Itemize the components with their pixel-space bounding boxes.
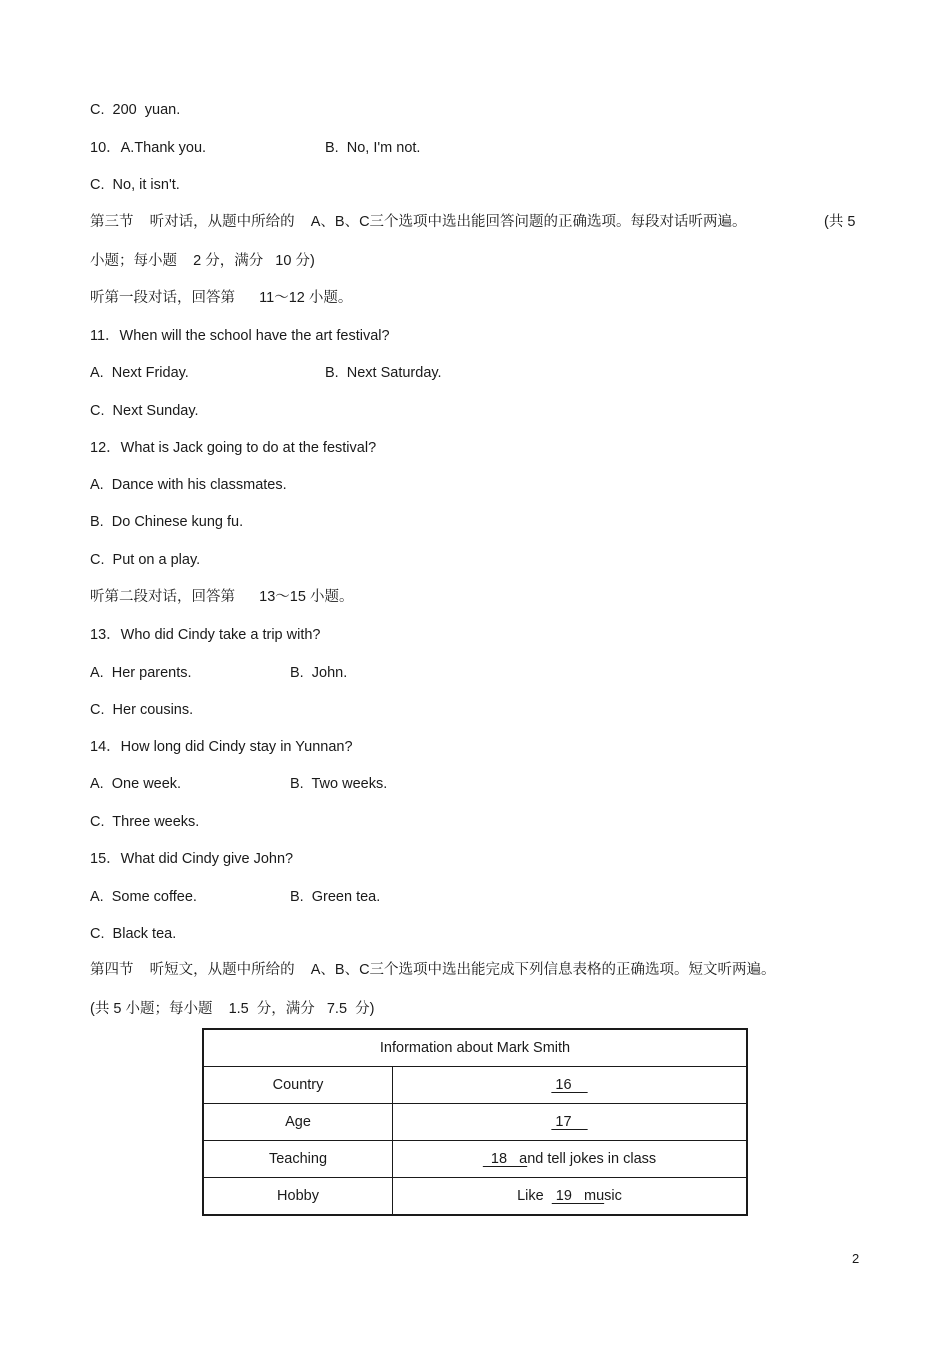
q14-option-c: C. Three weeks. (90, 814, 200, 830)
q14-text: 14．How long did Cindy stay in Yunnan? (90, 739, 353, 755)
value-suffix: sic (604, 1188, 622, 1204)
q10-option-c: C. No, it isn't. (90, 177, 180, 193)
q11-text: 11．When will the school have the art festival? (90, 328, 390, 344)
info-table-title: Information about Mark Smith (203, 1029, 747, 1067)
table-row (203, 1104, 747, 1141)
blank-19: 19 mu (551, 1188, 605, 1204)
section3-scoring: 小题；每小题 2 分，满分 10 分) (90, 253, 315, 269)
blank-17: 17 (551, 1114, 588, 1130)
row-value-age (393, 1104, 748, 1141)
row-label-teaching: Teaching (203, 1141, 393, 1178)
table-row (203, 1067, 747, 1104)
q12-text: 12．What is Jack going to do at the festival? (90, 440, 377, 456)
q11-option-c: C. Next Sunday. (90, 403, 199, 419)
q13-option-b: B. John. (290, 665, 348, 681)
q13-option-a: A. Her parents. (90, 665, 192, 681)
q11-option-a: A. Next Friday. (90, 365, 189, 381)
q9-option-c: C. 200 yuan. (90, 102, 181, 118)
section3-instruction: 第三节 听对话，从题中所给的 A、B、C三个选项中选出能回答问题的正确选项。每段对话听两遍。 (90, 214, 747, 230)
q11-option-b: B. Next Saturday. (325, 365, 442, 381)
value-prefix: Like (517, 1188, 552, 1204)
q10-option-b: B. No, I'm not. (325, 140, 421, 156)
blank-16: 16 (551, 1077, 588, 1093)
q15-option-b: B. Green tea. (290, 889, 381, 905)
section4-instruction: 第四节 听短文，从题中所给的 A、B、C三个选项中选出能完成下列信息表格的正确选项。短文听两遍。 (90, 962, 776, 978)
row-label-age: Age (203, 1104, 393, 1141)
q15-option-c: C. Black tea. (90, 926, 177, 942)
row-value-hobby (393, 1178, 748, 1216)
value-suffix: nd tell jokes in class (527, 1151, 657, 1167)
q15-text: 15．What did Cindy give John? (90, 851, 294, 867)
q14-option-a: A. One week. (90, 776, 182, 792)
info-table (202, 1028, 748, 1216)
table-row (203, 1178, 747, 1216)
section3-instruction-tail: (共 5 (824, 214, 856, 230)
section4-scoring: (共 5 小题；每小题 1.5 分，满分 7.5 分) (90, 1001, 375, 1017)
q12-option-c: C. Put on a play. (90, 552, 201, 568)
row-label-hobby: Hobby (203, 1178, 393, 1216)
table-row (203, 1141, 747, 1178)
q12-option-a: A. Dance with his classmates. (90, 477, 287, 493)
dialogue2-heading: 听第二段对话，回答第 13～15 小题。 (90, 589, 354, 605)
q10-option-a: 10．A.Thank you. (90, 140, 207, 156)
q14-option-b: B. Two weeks. (290, 776, 388, 792)
page-number: 2 (852, 1251, 860, 1266)
q12-option-b: B. Do Chinese kung fu. (90, 514, 244, 530)
row-value-country (393, 1067, 748, 1104)
blank-18: 18 a (482, 1151, 528, 1167)
q13-text: 13．Who did Cindy take a trip with? (90, 627, 321, 643)
dialogue1-heading: 听第一段对话，回答第 11～12 小题。 (90, 290, 353, 306)
row-value-teaching (393, 1141, 748, 1178)
q13-option-c: C. Her cousins. (90, 702, 194, 718)
q15-option-a: A. Some coffee. (90, 889, 197, 905)
row-label-country: Country (203, 1067, 393, 1104)
